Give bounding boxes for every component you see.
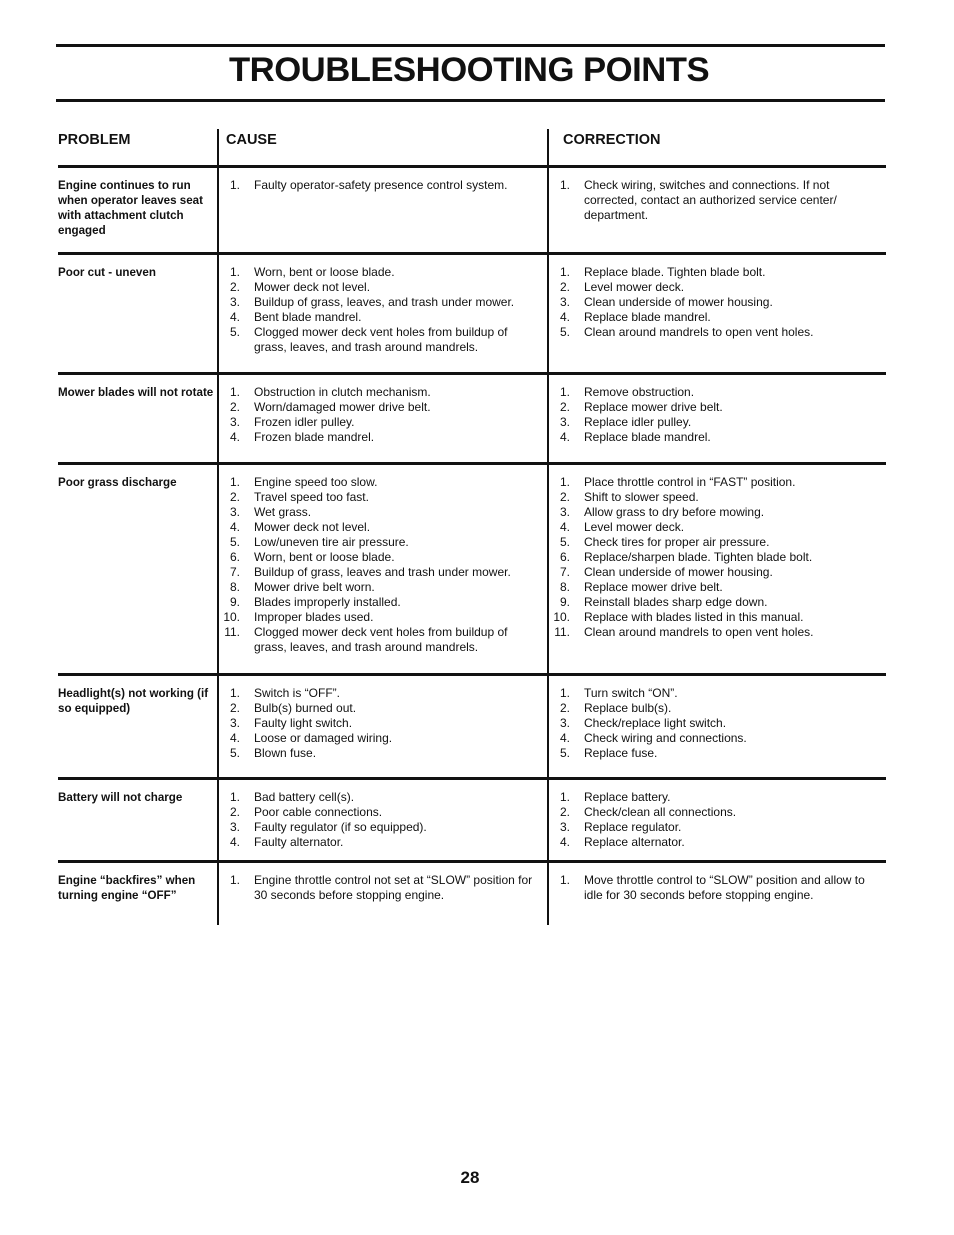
correction-item-text: Replace alternator. bbox=[584, 835, 685, 849]
correction-cell bbox=[550, 780, 870, 850]
correction-item-text: Replace bulb(s). bbox=[584, 701, 672, 715]
cause-item-text: Obstruction in clutch mechanism. bbox=[254, 385, 431, 399]
cause-item-number: 1. bbox=[229, 790, 240, 804]
correction-item bbox=[550, 310, 870, 325]
cause-item bbox=[220, 701, 540, 716]
correction-item-number: 3. bbox=[559, 716, 570, 730]
correction-item-text: Remove obstruction. bbox=[584, 385, 695, 399]
correction-cell bbox=[550, 168, 870, 223]
problem-cell: Poor grass discharge bbox=[58, 476, 177, 489]
correction-item-text: Move throttle control to “SLOW” position and allow to idle for 30 seconds before stopping engine. bbox=[584, 873, 865, 902]
cause-item bbox=[220, 415, 540, 430]
problem-cell: Headlight(s) not working (if so equipped) bbox=[58, 687, 209, 715]
cause-item-text: Frozen idler pulley. bbox=[254, 415, 355, 429]
cause-cell bbox=[220, 375, 540, 445]
cause-item-number: 1. bbox=[229, 385, 240, 399]
cause-item-number: 5. bbox=[229, 535, 240, 549]
correction-item-text: Replace with blades listed in this manual. bbox=[584, 610, 804, 624]
cause-item-text: Switch is “OFF”. bbox=[254, 686, 340, 700]
correction-item-number: 11. bbox=[554, 625, 570, 639]
cause-item-number: 5. bbox=[229, 325, 240, 339]
correction-item-number: 4. bbox=[559, 835, 570, 849]
cause-item-text: Clogged mower deck vent holes from buildup of grass, leaves, and trash around mandrels. bbox=[254, 325, 508, 354]
correction-item-text: Replace/sharpen blade. Tighten blade bolt. bbox=[584, 550, 813, 564]
correction-item-number: 3. bbox=[559, 505, 570, 519]
cause-item-text: Bent blade mandrel. bbox=[254, 310, 362, 324]
correction-item bbox=[550, 625, 870, 640]
problem-cell: Battery will not charge bbox=[58, 791, 183, 804]
cause-cell bbox=[220, 863, 540, 903]
problem-cell: Engine continues to run when operator leaves seat with attachment clutch engaged bbox=[58, 179, 203, 237]
header-correction: CORRECTION bbox=[563, 132, 661, 148]
cause-item-text: Engine throttle control not set at “SLOW” position for 30 seconds before stopping engine. bbox=[254, 873, 533, 902]
cause-item bbox=[220, 580, 540, 595]
page-number: 28 bbox=[460, 1168, 480, 1187]
cause-item bbox=[220, 385, 540, 400]
correction-item bbox=[550, 716, 870, 731]
correction-item bbox=[550, 325, 870, 340]
cause-item-text: Improper blades used. bbox=[254, 610, 374, 624]
correction-list bbox=[550, 475, 870, 640]
correction-item-text: Check/replace light switch. bbox=[584, 716, 727, 730]
cause-item-number: 5. bbox=[229, 746, 240, 760]
cause-item-number: 3. bbox=[229, 505, 240, 519]
correction-item-number: 2. bbox=[559, 490, 570, 504]
correction-item-text: Level mower deck. bbox=[584, 520, 685, 534]
cause-item-text: Faulty operator-safety presence control system. bbox=[254, 178, 508, 192]
cause-item-number: 11. bbox=[224, 625, 240, 639]
correction-cell bbox=[550, 255, 870, 340]
cause-item bbox=[220, 731, 540, 746]
title-top-rule bbox=[56, 44, 885, 47]
correction-item bbox=[550, 178, 870, 223]
cause-list bbox=[220, 265, 540, 355]
cause-item-text: Worn, bent or loose blade. bbox=[254, 550, 395, 564]
cause-item-number: 1. bbox=[229, 475, 240, 489]
correction-item-number: 8. bbox=[559, 580, 570, 594]
correction-item-text: Clean underside of mower housing. bbox=[584, 295, 773, 309]
cause-item bbox=[220, 505, 540, 520]
cause-item-number: 3. bbox=[229, 295, 240, 309]
cause-item-number: 2. bbox=[229, 805, 240, 819]
correction-item bbox=[550, 550, 870, 565]
correction-item bbox=[550, 731, 870, 746]
correction-item-text: Level mower deck. bbox=[584, 280, 685, 294]
correction-item-text: Replace idler pulley. bbox=[584, 415, 692, 429]
table-body bbox=[58, 168, 886, 925]
title-bottom-rule bbox=[56, 99, 885, 102]
correction-item-text: Replace battery. bbox=[584, 790, 671, 804]
table-row bbox=[58, 255, 886, 375]
correction-item-number: 1. bbox=[559, 265, 570, 279]
correction-list bbox=[550, 178, 870, 223]
cause-item-number: 2. bbox=[229, 490, 240, 504]
correction-cell bbox=[550, 465, 870, 640]
correction-item-text: Check/clean all connections. bbox=[584, 805, 737, 819]
correction-list bbox=[550, 385, 870, 445]
correction-list bbox=[550, 265, 870, 340]
correction-item bbox=[550, 565, 870, 580]
correction-item bbox=[550, 701, 870, 716]
cause-item bbox=[220, 595, 540, 610]
problem-cell: Mower blades will not rotate bbox=[58, 386, 214, 399]
correction-item-text: Replace fuse. bbox=[584, 746, 658, 760]
cause-item-text: Blades improperly installed. bbox=[254, 595, 401, 609]
table-row bbox=[58, 168, 886, 255]
correction-list bbox=[550, 790, 870, 850]
cause-item-number: 3. bbox=[229, 716, 240, 730]
cause-list bbox=[220, 873, 540, 903]
correction-item-text: Allow grass to dry before mowing. bbox=[584, 505, 765, 519]
cause-cell bbox=[220, 676, 540, 761]
cause-item bbox=[220, 805, 540, 820]
correction-item-text: Replace blade. Tighten blade bolt. bbox=[584, 265, 766, 279]
cause-item bbox=[220, 873, 540, 903]
cause-item-number: 3. bbox=[229, 820, 240, 834]
cause-cell bbox=[220, 168, 540, 193]
correction-item-number: 5. bbox=[559, 535, 570, 549]
correction-item bbox=[550, 475, 870, 490]
correction-item bbox=[550, 295, 870, 310]
correction-item-number: 1. bbox=[559, 475, 570, 489]
correction-item-text: Replace blade mandrel. bbox=[584, 430, 711, 444]
cause-item-number: 2. bbox=[229, 400, 240, 414]
cause-item-number: 1. bbox=[229, 873, 240, 887]
cause-item-number: 6. bbox=[229, 550, 240, 564]
cause-item-text: Engine speed too slow. bbox=[254, 475, 378, 489]
cause-item-text: Loose or damaged wiring. bbox=[254, 731, 393, 745]
cause-item bbox=[220, 565, 540, 580]
cause-item-text: Faulty alternator. bbox=[254, 835, 344, 849]
page-title: TROUBLESHOOTING POINTS bbox=[229, 51, 710, 89]
correction-item-text: Check wiring, switches and connections. If not corrected, contact an authorized service center/ department. bbox=[584, 178, 837, 222]
correction-item-number: 1. bbox=[559, 686, 570, 700]
correction-item bbox=[550, 873, 870, 903]
cause-item bbox=[220, 790, 540, 805]
correction-item-number: 4. bbox=[559, 520, 570, 534]
correction-item bbox=[550, 805, 870, 820]
cause-item-text: Faulty regulator (if so equipped). bbox=[254, 820, 427, 834]
cause-item-text: Wet grass. bbox=[254, 505, 312, 519]
cause-item-text: Faulty light switch. bbox=[254, 716, 353, 730]
cause-cell bbox=[220, 255, 540, 355]
correction-item-number: 2. bbox=[559, 701, 570, 715]
cause-item bbox=[220, 535, 540, 550]
correction-item-text: Replace mower drive belt. bbox=[584, 580, 723, 594]
correction-item bbox=[550, 835, 870, 850]
cause-list bbox=[220, 686, 540, 761]
table-row bbox=[58, 465, 886, 676]
cause-item-number: 4. bbox=[229, 731, 240, 745]
cause-item-text: Worn/damaged mower drive belt. bbox=[254, 400, 431, 414]
cause-item-number: 7. bbox=[229, 565, 240, 579]
correction-item-number: 4. bbox=[559, 430, 570, 444]
cause-item-number: 4. bbox=[229, 520, 240, 534]
cause-item-text: Mower drive belt worn. bbox=[254, 580, 375, 594]
correction-item-number: 9. bbox=[559, 595, 570, 609]
cause-list bbox=[220, 178, 540, 193]
correction-item-text: Replace mower drive belt. bbox=[584, 400, 723, 414]
correction-item bbox=[550, 490, 870, 505]
correction-item bbox=[550, 535, 870, 550]
cause-item bbox=[220, 490, 540, 505]
cause-item bbox=[220, 716, 540, 731]
cause-list bbox=[220, 475, 540, 655]
correction-item bbox=[550, 385, 870, 400]
correction-item bbox=[550, 580, 870, 595]
cause-item bbox=[220, 280, 540, 295]
cause-item-text: Bad battery cell(s). bbox=[254, 790, 355, 804]
cause-item bbox=[220, 520, 540, 535]
cause-item-number: 3. bbox=[229, 415, 240, 429]
correction-item-text: Turn switch “ON”. bbox=[584, 686, 678, 700]
correction-item-text: Clean around mandrels to open vent holes. bbox=[584, 325, 814, 339]
correction-item-number: 10. bbox=[553, 610, 570, 624]
cause-cell bbox=[220, 465, 540, 655]
table-row bbox=[58, 375, 886, 465]
cause-item-text: Worn, bent or loose blade. bbox=[254, 265, 395, 279]
cause-item-text: Poor cable connections. bbox=[254, 805, 383, 819]
cause-item bbox=[220, 325, 540, 355]
cause-item-text: Buildup of grass, leaves and trash under mower. bbox=[254, 565, 511, 579]
correction-item bbox=[550, 430, 870, 445]
cause-item-number: 1. bbox=[229, 686, 240, 700]
table-row bbox=[58, 863, 886, 925]
correction-item-number: 2. bbox=[559, 805, 570, 819]
correction-item bbox=[550, 790, 870, 805]
correction-item-number: 1. bbox=[559, 385, 570, 399]
correction-item-number: 4. bbox=[559, 310, 570, 324]
correction-item bbox=[550, 686, 870, 701]
cause-item-text: Travel speed too fast. bbox=[254, 490, 369, 504]
correction-item-number: 6. bbox=[559, 550, 570, 564]
cause-item-number: 1. bbox=[229, 265, 240, 279]
correction-list bbox=[550, 873, 870, 903]
cause-item bbox=[220, 746, 540, 761]
correction-list bbox=[550, 686, 870, 761]
correction-item-number: 3. bbox=[559, 415, 570, 429]
cause-item-number: 1. bbox=[229, 178, 240, 192]
cause-item-text: Mower deck not level. bbox=[254, 520, 371, 534]
correction-cell bbox=[550, 375, 870, 445]
cause-item bbox=[220, 550, 540, 565]
correction-item-text: Clean underside of mower housing. bbox=[584, 565, 773, 579]
cause-item bbox=[220, 295, 540, 310]
correction-item-text: Check wiring and connections. bbox=[584, 731, 747, 745]
cause-item-text: Clogged mower deck vent holes from buildup of grass, leaves, and trash around mandrels. bbox=[254, 625, 508, 654]
cause-item-number: 10. bbox=[223, 610, 240, 624]
correction-item-number: 5. bbox=[559, 325, 570, 339]
cause-item bbox=[220, 835, 540, 850]
correction-item bbox=[550, 610, 870, 625]
cause-item-number: 4. bbox=[229, 430, 240, 444]
correction-cell bbox=[550, 863, 870, 903]
header-problem: PROBLEM bbox=[58, 132, 131, 148]
cause-item bbox=[220, 625, 540, 655]
correction-item-text: Replace blade mandrel. bbox=[584, 310, 711, 324]
header-cause: CAUSE bbox=[226, 132, 277, 148]
cause-item bbox=[220, 400, 540, 415]
correction-item bbox=[550, 280, 870, 295]
correction-item bbox=[550, 265, 870, 280]
correction-cell bbox=[550, 676, 870, 761]
problem-cell: Engine “backfires” when turning engine “OFF” bbox=[58, 874, 196, 902]
correction-item-number: 1. bbox=[559, 790, 570, 804]
cause-list bbox=[220, 385, 540, 445]
cause-item-text: Buildup of grass, leaves, and trash under mower. bbox=[254, 295, 515, 309]
cause-item-text: Frozen blade mandrel. bbox=[254, 430, 375, 444]
cause-item-number: 8. bbox=[229, 580, 240, 594]
cause-item bbox=[220, 610, 540, 625]
cause-item bbox=[220, 178, 540, 193]
cause-item bbox=[220, 310, 540, 325]
correction-item-number: 1. bbox=[559, 178, 570, 192]
cause-item bbox=[220, 475, 540, 490]
correction-item-text: Replace regulator. bbox=[584, 820, 682, 834]
correction-item-text: Clean around mandrels to open vent holes. bbox=[584, 625, 814, 639]
troubleshooting-table bbox=[58, 129, 886, 925]
table-row bbox=[58, 780, 886, 863]
correction-item bbox=[550, 820, 870, 835]
cause-item bbox=[220, 686, 540, 701]
cause-item-number: 2. bbox=[229, 280, 240, 294]
correction-item bbox=[550, 520, 870, 535]
cause-cell bbox=[220, 780, 540, 850]
correction-item-number: 5. bbox=[559, 746, 570, 760]
correction-item bbox=[550, 746, 870, 761]
correction-item-number: 2. bbox=[559, 400, 570, 414]
cause-item-number: 4. bbox=[229, 835, 240, 849]
correction-item bbox=[550, 595, 870, 610]
correction-item-number: 7. bbox=[559, 565, 570, 579]
correction-item-number: 2. bbox=[559, 280, 570, 294]
correction-item-number: 3. bbox=[559, 820, 570, 834]
correction-item-text: Check tires for proper air pressure. bbox=[584, 535, 770, 549]
cause-item-text: Blown fuse. bbox=[254, 746, 317, 760]
correction-item-number: 3. bbox=[559, 295, 570, 309]
cause-item-text: Low/uneven tire air pressure. bbox=[254, 535, 409, 549]
correction-item-text: Place throttle control in “FAST” position. bbox=[584, 475, 796, 489]
cause-item-number: 9. bbox=[229, 595, 240, 609]
cause-item-number: 4. bbox=[229, 310, 240, 324]
cause-item-text: Mower deck not level. bbox=[254, 280, 371, 294]
cause-item bbox=[220, 265, 540, 280]
correction-item bbox=[550, 415, 870, 430]
cause-item bbox=[220, 820, 540, 835]
cause-item-number: 2. bbox=[229, 701, 240, 715]
correction-item bbox=[550, 505, 870, 520]
cause-item bbox=[220, 430, 540, 445]
correction-item-number: 4. bbox=[559, 731, 570, 745]
correction-item-text: Shift to slower speed. bbox=[584, 490, 699, 504]
table-row bbox=[58, 676, 886, 780]
cause-item-text: Bulb(s) burned out. bbox=[254, 701, 357, 715]
table-header bbox=[58, 129, 886, 168]
correction-item-number: 1. bbox=[559, 873, 570, 887]
correction-item-text: Reinstall blades sharp edge down. bbox=[584, 595, 768, 609]
problem-cell: Poor cut - uneven bbox=[58, 266, 156, 279]
correction-item bbox=[550, 400, 870, 415]
cause-list bbox=[220, 790, 540, 850]
